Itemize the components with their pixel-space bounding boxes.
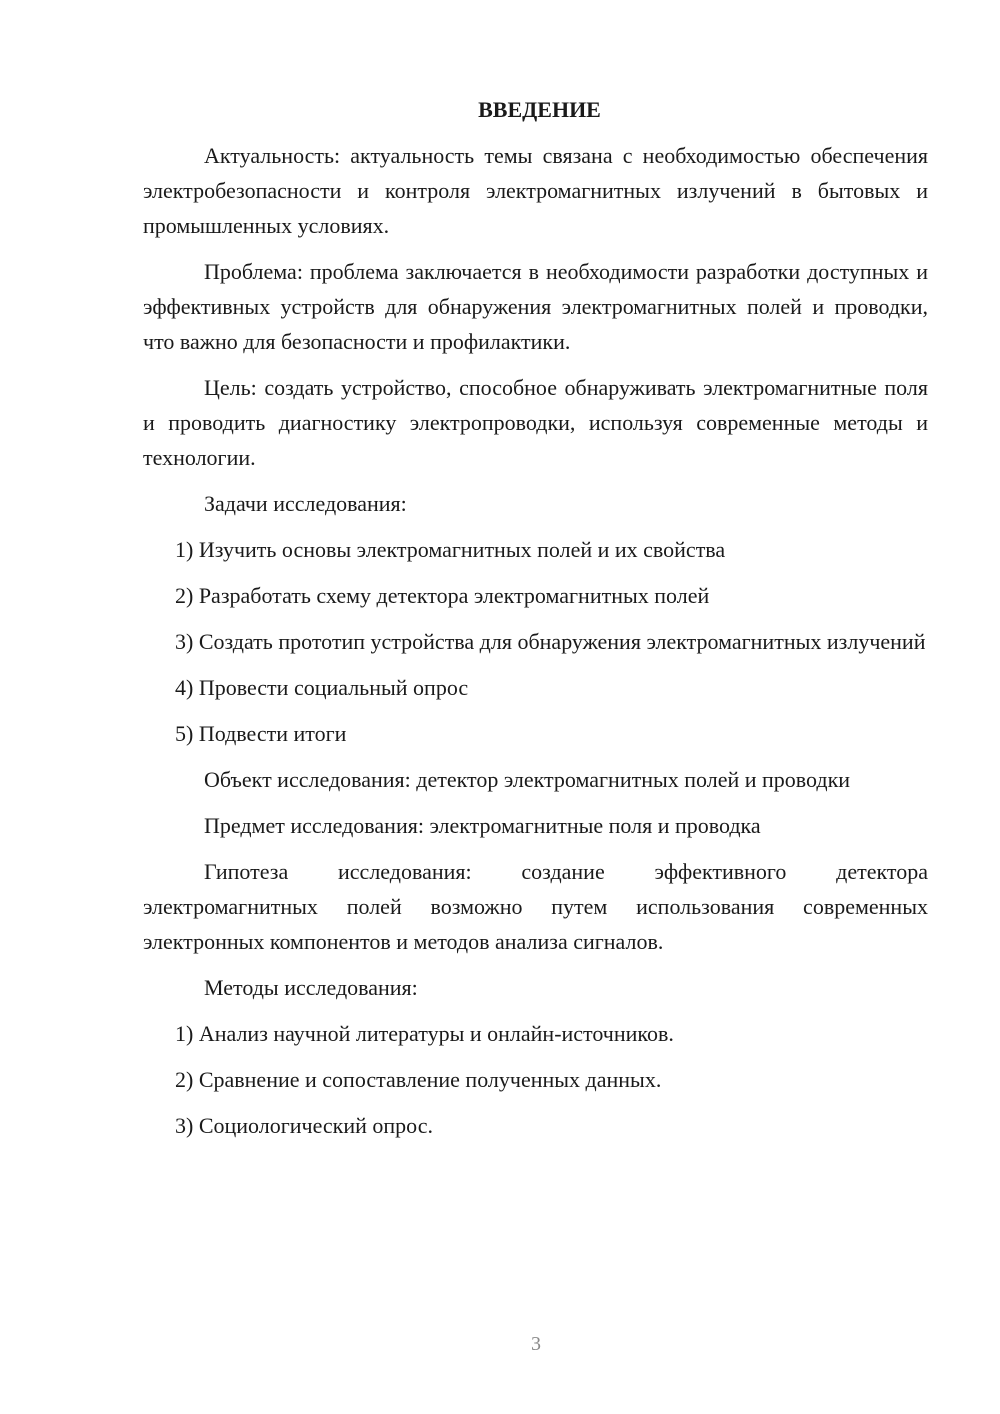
relevance-paragraph: Актуальность: актуальность темы связана с необходимостью обеспечения электробезопасности и контроля электромагнитных излучений в бытовых и промышленных условиях. <box>143 143 928 238</box>
task-item: 2) Разработать схему детектора электромагнитных полей <box>175 583 710 608</box>
method-item: 1) Анализ научной литературы и онлайн-источников. <box>175 1021 674 1046</box>
method-item: 3) Социологический опрос. <box>175 1113 433 1138</box>
object-paragraph: Объект исследования: детектор электромагнитных полей и проводки <box>204 767 851 792</box>
page-number: 3 <box>531 1333 541 1355</box>
hypothesis-paragraph: Гипотеза исследования: создание эффективного детектора электромагнитных полей возможно путем использования современных электронных компонентов и методов анализа сигналов. <box>143 859 928 954</box>
subject-paragraph: Предмет исследования: электромагнитные поля и проводка <box>204 813 761 838</box>
tasks-heading: Задачи исследования: <box>204 491 407 516</box>
document-body <box>143 94 928 1154</box>
problem-paragraph: Проблема: проблема заключается в необходимости разработки доступных и эффективных устройств для обнаружения электромагнитных полей и проводки, что важно для безопасности и профилактики. <box>143 259 928 354</box>
task-item: 4) Провести социальный опрос <box>175 675 469 700</box>
method-item: 2) Сравнение и сопоставление полученных данных. <box>175 1067 662 1092</box>
goal-paragraph: Цель: создать устройство, способное обнаруживать электромагнитные поля и проводить диагностику электропроводки, используя современные методы и технологии. <box>143 375 928 470</box>
task-item: 1) Изучить основы электромагнитных полей и их свойства <box>175 537 726 562</box>
task-item: 3) Создать прототип устройства для обнаружения электромагнитных излучений <box>175 629 926 654</box>
section-title: ВВЕДЕНИЕ <box>478 97 601 122</box>
task-item: 5) Подвести итоги <box>175 721 347 746</box>
methods-heading: Методы исследования: <box>204 975 418 1000</box>
